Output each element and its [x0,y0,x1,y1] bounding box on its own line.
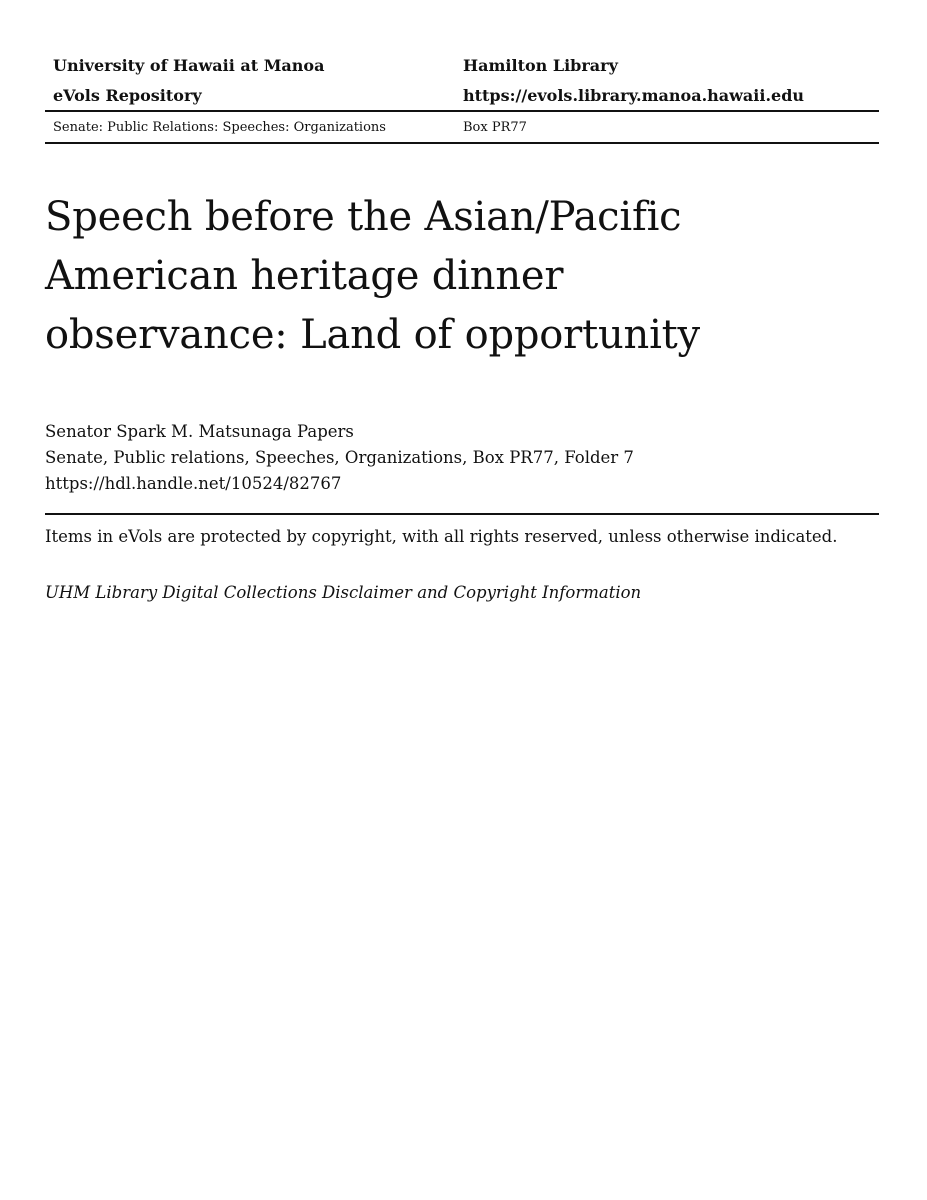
repository-url[interactable]: https://evols.library.manoa.hawaii.edu [463,85,805,105]
header-row-1 [45,50,879,80]
document-header [45,50,879,144]
metadata-divider [45,513,879,515]
collection-path: Senate: Public Relations: Speeches: Organizations [53,119,386,135]
handle-link[interactable]: https://hdl.handle.net/10524/82767 [45,474,342,493]
library-name: Hamilton Library [463,55,618,75]
header-row-3 [45,112,879,142]
document-title: Speech before the Asian/Pacific American heritage dinner observance: Land of opportunity [45,194,700,358]
header-bottom-divider [45,142,879,144]
disclaimer-link[interactable]: UHM Library Digital Collections Disclaimer and Copyright Information [45,583,642,602]
repository-name: eVols Repository [53,85,202,105]
copyright-notice: Items in eVols are protected by copyright, with all rights reserved, unless otherwise indicated. [45,527,838,546]
papers-collection: Senator Spark M. Matsunaga Papers [45,422,354,441]
folder-location: Senate, Public relations, Speeches, Organizations, Box PR77, Folder 7 [45,448,634,467]
document-metadata [45,419,634,497]
box-label: Box PR77 [463,119,527,135]
header-row-2 [45,80,879,110]
institution-name: University of Hawaii at Manoa [53,55,325,75]
